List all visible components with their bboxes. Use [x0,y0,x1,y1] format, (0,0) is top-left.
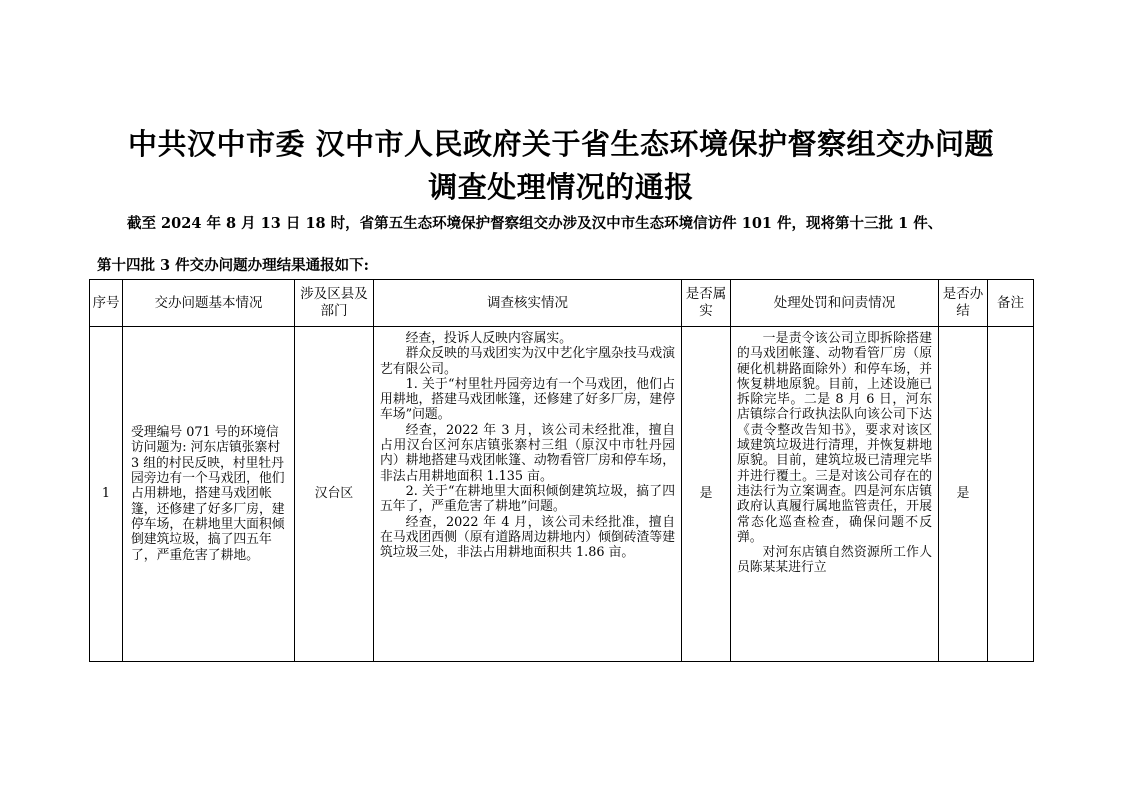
page-title-line1: 中共汉中市委 汉中市人民政府关于省生态环境保护督察组交办问题 [127,127,995,161]
investigation-para: 2. 关于“在耕地里大面积倾倒建筑垃圾，搞了四五年了，严重危害了耕地”问题。 [380,483,675,515]
cell-remark [988,327,1034,662]
table-header-row [90,280,1034,327]
header-handling: 处理处罚和问责情况 [731,280,939,327]
page-title-line2: 调查处理情况的通报 [428,170,694,204]
cell-investigation [374,327,682,662]
table-row [90,327,1034,662]
intro-line2: 第十四批 3 件交办问题办理结果通报如下: [97,257,370,274]
header-index: 序号 [90,280,123,327]
investigation-para: 经查，投诉人反映内容属实。 [405,331,572,346]
cell-basic: 受理编号 071 号的环境信访问题为: 河东店镇张寨村 3 组的村民反映，村里牡丹园旁边有一个马戏团，他们占用耕地，搭建马戏团帐篷，还修建了好多厂房，建停车场，在耕地里大面积倾倒建筑垃圾，搞了四五年了，严重危害了耕地。 [123,327,295,662]
report-table [89,279,1034,662]
header-basic: 交办问题基本情况 [123,280,295,327]
cell-completed: 是 [939,327,988,662]
cell-is-true: 是 [682,327,731,662]
handling-para: 对河东店镇自然资源所工作人员陈某某进行立 [737,545,932,576]
handling-para: 一是责令该公司立即拆除搭建的马戏团帐篷、动物看管厂房（原硬化机耕路面除外）和停车场，并恢复耕地原貌。目前，上述设施已拆除完毕。二是 8 月 6 日，河东店镇综合行政执法队向该公司下达《责令整改告知书》，要求对该区域建筑垃圾进行清理，并恢复耕地原貌。目前，建筑垃圾已清理完毕并进行覆土。三是对该公司存在的违法行为立案调查。四是河东店镇政府认真履行属地监管责任，开展常态化巡查检查，确保问题不反弹。 [737,331,932,545]
investigation-para: 1. 关于“村里牡丹园旁边有一个马戏团，他们占用耕地，搭建马戏团帐篷，还修建了好多厂房，建停车场”问题。 [380,376,675,423]
investigation-para: 经查，2022 年 3 月，该公司未经批准，擅自占用汉台区河东店镇张寨村三组（原汉中市牡丹园内）耕地搭建马戏团帐篷、动物看管厂房和停车场，非法占用耕地面积 1.135 亩。 [380,422,675,484]
header-remark: 备注 [988,280,1034,327]
header-district: 涉及区县及部门 [295,280,374,327]
header-completed: 是否办结 [939,280,988,327]
investigation-para: 经查，2022 年 4 月，该公司未经批准，擅自在马戏团西侧（原有道路周边耕地内）倾倒砖渣等建筑垃圾三处，非法占用耕地面积共 1.86 亩。 [380,514,675,561]
investigation-para: 群众反映的马戏团实为汉中艺化宇凰杂技马戏演艺有限公司。 [380,346,675,377]
header-investigation: 调查核实情况 [374,280,682,327]
cell-district: 汉台区 [295,327,374,662]
cell-index: 1 [90,327,123,662]
cell-handling [731,327,939,662]
header-is-true: 是否属实 [682,280,731,327]
intro-line1: 截至 2024 年 8 月 13 日 18 时，省第五生态环境保护督察组交办涉及汉中市生态环境信访件 101 件，现将第十三批 1 件、 [127,215,943,232]
